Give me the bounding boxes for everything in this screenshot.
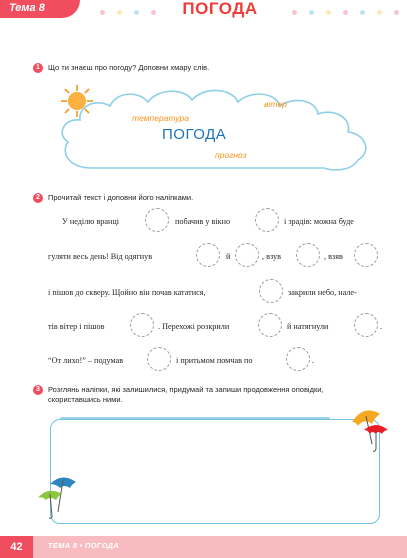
topic-tab — [0, 0, 80, 18]
sticker-slot[interactable] — [255, 208, 279, 232]
sticker-slot[interactable] — [147, 347, 171, 371]
dot — [377, 10, 382, 15]
dot — [343, 10, 348, 15]
cloud-word-temperature: температура — [132, 113, 189, 123]
answer-writing-area[interactable] — [50, 419, 380, 524]
sticker-slot[interactable] — [354, 243, 378, 267]
footer-label: ТЕМА 8 • ПОГОДА — [48, 541, 120, 550]
task-3-number: 3 — [33, 385, 43, 395]
dot — [326, 10, 331, 15]
story-text: закрили небо, нале- — [288, 288, 357, 297]
sticker-slot[interactable] — [196, 243, 220, 267]
story-text: гуляти весь день! Від одягнув — [48, 252, 153, 261]
story-text: і притьмом помчав по — [176, 356, 253, 365]
story-text: і зрадів: можна буде — [284, 217, 354, 226]
umbrella-icon — [36, 472, 80, 520]
story-text: побачив у вікно — [175, 217, 231, 226]
sun-icon — [60, 84, 94, 118]
story-text: У неділю вранці — [62, 217, 120, 226]
dot — [151, 10, 156, 15]
sticker-slot[interactable] — [145, 208, 169, 232]
decorative-dots-right — [292, 10, 399, 16]
sticker-slot[interactable] — [259, 279, 283, 303]
page-title: ПОГОДА — [182, 0, 258, 18]
decorative-dots-left — [100, 10, 156, 16]
task-3-instruction-line-1: Розглянь наліпки, які залишилися, придумай та запиши продовження оповідки, — [48, 385, 324, 394]
story-text: . — [380, 322, 383, 331]
story-text: й натягнули — [287, 322, 329, 331]
story-text: , взув — [262, 252, 281, 261]
sticker-slot[interactable] — [296, 243, 320, 267]
task-1-instruction: Що ти знаєш про погоду? Доповни хмару слів. — [48, 63, 210, 72]
sticker-slot[interactable] — [354, 313, 378, 337]
story-text: й — [226, 252, 231, 261]
story-text: . — [312, 356, 315, 365]
dot — [100, 10, 105, 15]
story-text: тів вітер і пішов — [48, 322, 105, 331]
story-text: і пішов до скверу. Щойно він почав кататися, — [48, 288, 206, 297]
dot — [134, 10, 139, 15]
story-text: , взяв — [324, 252, 343, 261]
task-3-instruction-line-2: скориставшись ними. — [48, 395, 123, 404]
topic-tab-label: Тема 8 — [9, 2, 45, 14]
cloud-word-forecast: прогноз — [215, 150, 247, 160]
story-text: “От лихо!” – подумав — [48, 356, 124, 365]
story-text: . Перехожі розкрили — [158, 322, 230, 331]
cloud-word-wind: вітер — [264, 99, 287, 109]
umbrella-icon — [350, 404, 390, 454]
cloud-word-main: ПОГОДА — [162, 126, 227, 143]
dot — [394, 10, 399, 15]
task-2-number: 2 — [33, 193, 43, 203]
dot — [292, 10, 297, 15]
sticker-slot[interactable] — [258, 313, 282, 337]
sticker-slot[interactable] — [286, 347, 310, 371]
sticker-slot[interactable] — [235, 243, 259, 267]
task-2-instruction: Прочитай текст і доповни його наліпками. — [48, 193, 194, 202]
page-number: 42 — [0, 536, 33, 558]
task-1-number: 1 — [33, 63, 43, 73]
dot — [360, 10, 365, 15]
dot — [117, 10, 122, 15]
sticker-slot[interactable] — [130, 313, 154, 337]
dot — [309, 10, 314, 15]
